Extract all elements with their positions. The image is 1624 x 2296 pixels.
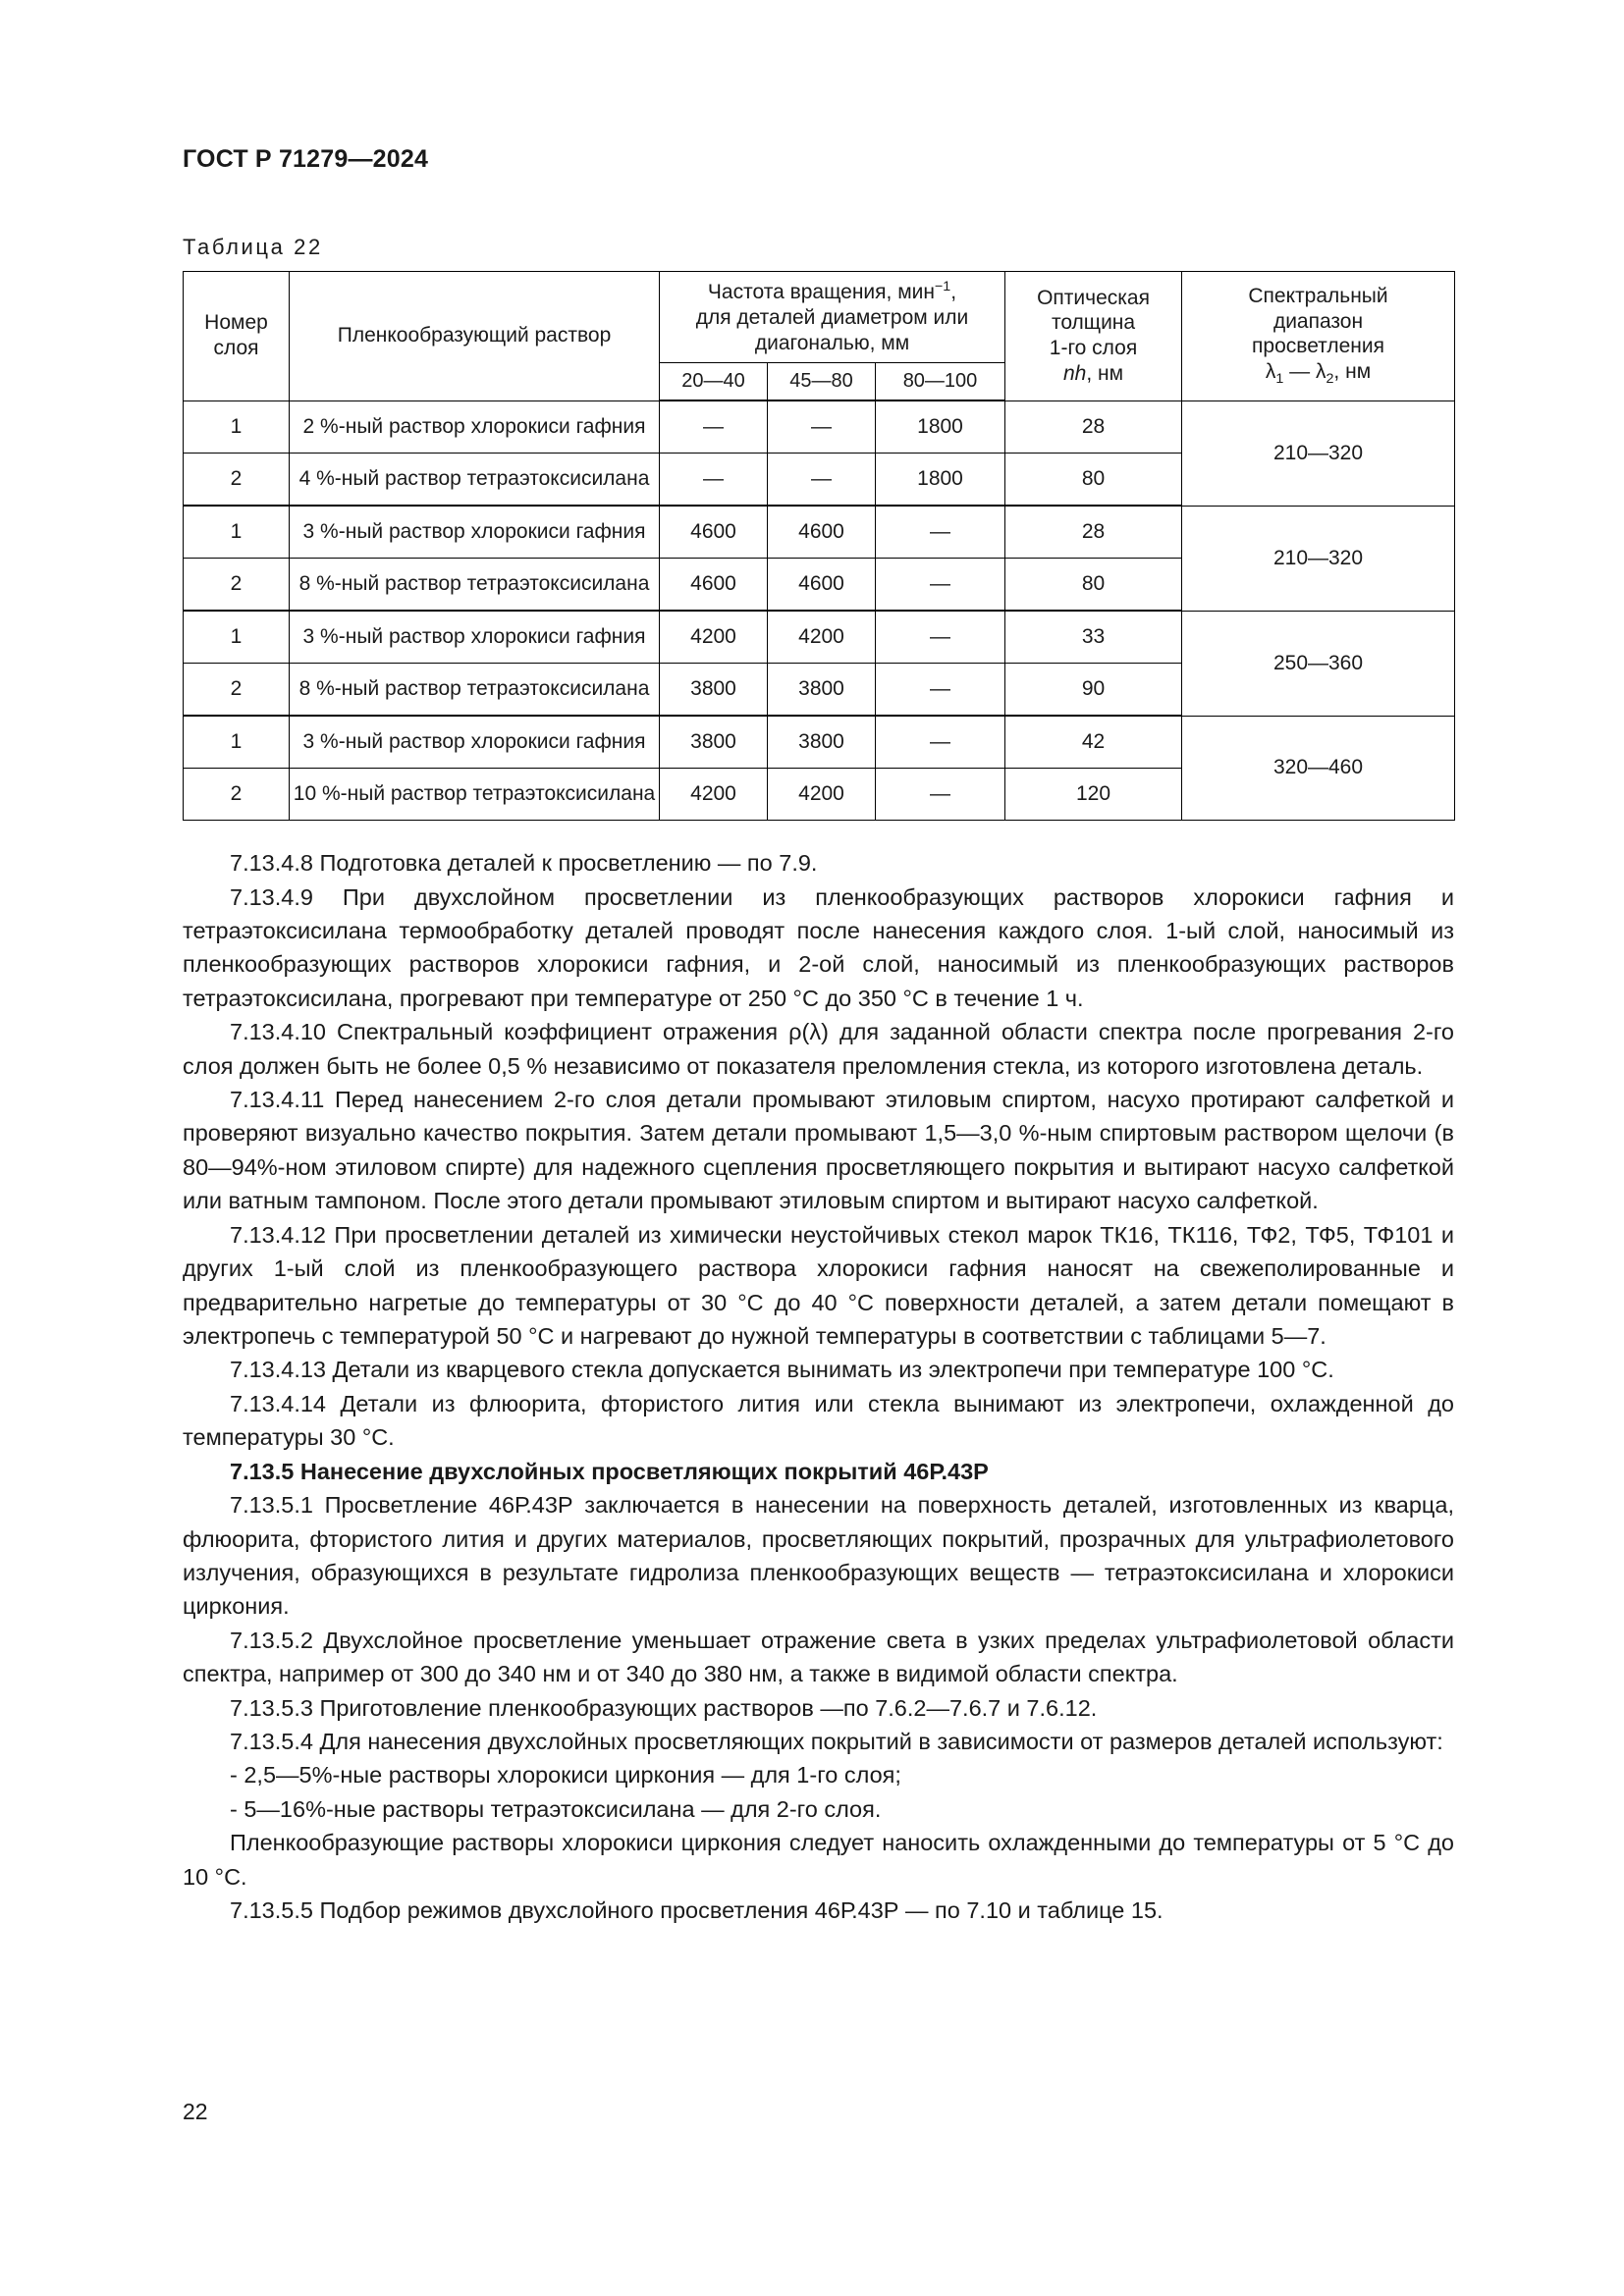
cell-solution: 10 %-ный раствор тетраэтоксисилана	[290, 769, 660, 821]
cell-layer: 2	[184, 454, 290, 507]
th-spectral-line2: диапазон	[1272, 309, 1364, 333]
cell-thickness: 120	[1005, 769, 1182, 821]
cell-spectral-range: 320—460	[1182, 716, 1455, 821]
body-text	[183, 846, 1454, 1928]
th-spectral-mid: — λ	[1283, 360, 1326, 384]
th-thickness-unit: , нм	[1086, 362, 1124, 386]
cell-d80-100: —	[876, 611, 1005, 664]
list-item-dash-1: - 2,5—5%-ные растворы хлорокиси циркония — для 1-го слоя;	[230, 1762, 901, 1789]
cell-spectral-range: 250—360	[1182, 611, 1455, 716]
heading-7-13-5: 7.13.5 Нанесение двухслойных просветляющих покрытий 46Р.43Р	[230, 1458, 989, 1484]
th-rotation-line3: диагональю, мм	[754, 331, 910, 354]
th-optical-thickness	[1005, 272, 1182, 401]
table-head	[184, 272, 1455, 401]
cell-d45-80: 4600	[768, 559, 876, 612]
th-rotation-group	[660, 272, 1005, 363]
table-row	[184, 400, 1455, 454]
cell-d80-100: —	[876, 716, 1005, 769]
cell-d45-80: —	[768, 400, 876, 454]
cell-spectral-range: 210—320	[1182, 400, 1455, 506]
paragraph-cooled: Пленкообразующие растворы хлорокиси циркония следует наносить охлажденными до температуры от 5 °С до 10 °С.	[183, 1830, 1454, 1890]
cell-d45-80: 4600	[768, 506, 876, 559]
table-22	[183, 271, 1455, 821]
paragraph-7-13-5-4: 7.13.5.4 Для нанесения двухслойных просветляющих покрытий в зависимости от размеров деталей используют:	[230, 1729, 1443, 1755]
th-diameter-80-100: 80—100	[876, 363, 1005, 400]
th-rotation-line1-tail: ,	[950, 281, 957, 303]
cell-thickness: 33	[1005, 611, 1182, 664]
cell-d45-80: 3800	[768, 716, 876, 769]
cell-d20-40: 4600	[660, 559, 768, 612]
cell-d20-40: —	[660, 454, 768, 507]
cell-layer: 1	[184, 400, 290, 454]
th-thickness-symbol: nh	[1062, 362, 1087, 386]
cell-thickness: 28	[1005, 506, 1182, 559]
cell-solution: 8 %-ный раствор тетраэтоксисилана	[290, 559, 660, 612]
table-row	[184, 611, 1455, 664]
th-spectral-line3: просветления	[1252, 335, 1384, 358]
cell-thickness: 28	[1005, 400, 1182, 454]
cell-solution: 2 %-ный раствор хлорокиси гафния	[290, 400, 660, 454]
list-item-dash-2: - 5—16%-ные растворы тетраэтоксисилана — для 2-го слоя.	[230, 1795, 882, 1822]
table-caption: Таблица 22	[183, 235, 323, 259]
cell-layer: 2	[184, 559, 290, 612]
cell-d80-100: —	[876, 769, 1005, 821]
cell-d45-80: 3800	[768, 664, 876, 717]
table-body	[184, 400, 1455, 821]
cell-d20-40: 4600	[660, 506, 768, 559]
cell-thickness: 80	[1005, 559, 1182, 612]
cell-thickness: 42	[1005, 716, 1182, 769]
th-layer-number	[184, 272, 290, 401]
table-header-row-1	[184, 272, 1455, 363]
cell-d45-80: 4200	[768, 769, 876, 821]
th-spectral-line1: Спектральный	[1248, 284, 1388, 307]
cell-d20-40: 4200	[660, 769, 768, 821]
page-number: 22	[183, 2099, 208, 2124]
paragraph-7-13-5-2: 7.13.5.2 Двухслойное просветление уменьшает отражение света в узких пределах ультрафиолетовой области спектра, например от 300 до 340 нм и от 340 до 380 нм, а также в видимой области спектра.	[183, 1627, 1454, 1687]
paragraph-7-13-5-3: 7.13.5.3 Приготовление пленкообразующих растворов —по 7.6.2—7.6.7 и 7.6.12.	[230, 1694, 1098, 1721]
cell-solution: 3 %-ный раствор хлорокиси гафния	[290, 506, 660, 559]
cell-d80-100: —	[876, 559, 1005, 612]
th-thickness-line2: толщина	[1051, 311, 1136, 335]
th-layer-number-line1: Номер	[204, 311, 268, 335]
th-spectral-lambda1: λ	[1265, 360, 1276, 384]
th-thickness-line3: 1-го слоя	[1049, 337, 1138, 360]
cell-d20-40: —	[660, 400, 768, 454]
cell-d80-100: —	[876, 506, 1005, 559]
cell-thickness: 80	[1005, 454, 1182, 507]
th-spectral-sub1: 1	[1275, 371, 1284, 388]
cell-thickness: 90	[1005, 664, 1182, 717]
paragraph-7-13-4-14: 7.13.4.14 Детали из флюорита, фтористого лития или стекла вынимают из электропечи, охлажденной до температуры 30 °С.	[183, 1390, 1454, 1451]
th-rotation-superscript: −1	[934, 279, 951, 294]
cell-layer: 1	[184, 506, 290, 559]
th-spectral-unit: , нм	[1333, 360, 1372, 384]
cell-solution: 8 %-ный раствор тетраэтоксисилана	[290, 664, 660, 717]
cell-d80-100: 1800	[876, 400, 1005, 454]
th-thickness-line1: Оптическая	[1037, 286, 1150, 309]
running-header: ГОСТ Р 71279—2024	[183, 145, 429, 173]
cell-d80-100: —	[876, 664, 1005, 717]
cell-solution: 3 %-ный раствор хлорокиси гафния	[290, 716, 660, 769]
cell-d80-100: 1800	[876, 454, 1005, 507]
cell-layer: 1	[184, 716, 290, 769]
cell-d45-80: —	[768, 454, 876, 507]
cell-d20-40: 3800	[660, 664, 768, 717]
th-layer-number-line2: слоя	[213, 337, 259, 360]
cell-layer: 1	[184, 611, 290, 664]
table-row	[184, 716, 1455, 769]
paragraph-7-13-5-5: 7.13.5.5 Подбор режимов двухслойного просветления 46Р.43Р — по 7.10 и таблице 15.	[230, 1897, 1164, 1924]
cell-d20-40: 3800	[660, 716, 768, 769]
paragraph-7-13-4-10: 7.13.4.10 Спектральный коэффициент отражения ρ(λ) для заданной области спектра после прогревания 2-го слоя должен быть не более 0,5 % независимо от показателя преломления стекла, из которого изготовлена деталь.	[183, 1019, 1454, 1079]
th-rotation-line2: для деталей диаметром или	[695, 305, 969, 329]
paragraph-7-13-5-1: 7.13.5.1 Просветление 46Р.43Р заключается в нанесении на поверхность деталей, изготовленных из кварца, флюорита, фтористого лития и других материалов, просветляющих покрытий, прозрачных для ультрафиолетового излучения, образующихся в результате гидролиза пленкообразующих веществ — тетраэтоксисилана и хлорокиси циркония.	[183, 1492, 1454, 1620]
cell-solution: 4 %-ный раствор тетраэтоксисилана	[290, 454, 660, 507]
cell-d45-80: 4200	[768, 611, 876, 664]
th-diameter-20-40: 20—40	[660, 363, 768, 400]
th-spectral-sub2: 2	[1326, 371, 1334, 388]
th-solution: Пленкообразующий раствор	[290, 272, 660, 401]
paragraph-7-13-4-9: 7.13.4.9 При двухслойном просветлении из пленкообразующих растворов хлорокиси гафния и тетраэтоксисилана термообработку деталей проводят после нанесения каждого слоя. 1-ый слой, наносимый из пленкообразующих растворов хлорокиси гафния, и 2-ой слой, наносимый из пленкообразующих растворов тетраэтоксисилана, прогревают при температуре от 250 °С до 350 °С в течение 1 ч.	[183, 883, 1454, 1011]
page-content	[183, 0, 1454, 1928]
paragraph-7-13-4-12: 7.13.4.12 При просветлении деталей из химически неустойчивых стекол марок ТК16, ТК116, ТФ2, ТФ5, ТФ101 и других 1-ый слой из пленкообразующего раствора хлорокиси гафния наносят на свежеполированные и предварительно нагретые до температуры от 30 °С до 40 °С поверхности деталей, а затем детали помещают в электропечь с температурой 50 °С и нагревают до нужной температуры в соответствии с таблицами 5—7.	[183, 1221, 1454, 1349]
cell-layer: 2	[184, 769, 290, 821]
cell-spectral-range: 210—320	[1182, 506, 1455, 611]
table-row	[184, 506, 1455, 559]
paragraph-7-13-4-8: 7.13.4.8 Подготовка деталей к просветлению — по 7.9.	[230, 850, 818, 877]
cell-d20-40: 4200	[660, 611, 768, 664]
th-spectral-range	[1182, 272, 1455, 401]
th-diameter-45-80: 45—80	[768, 363, 876, 400]
cell-layer: 2	[184, 664, 290, 717]
cell-solution: 3 %-ный раствор хлорокиси гафния	[290, 611, 660, 664]
paragraph-7-13-4-13: 7.13.4.13 Детали из кварцевого стекла допускается вынимать из электропечи при температуре 100 °С.	[230, 1357, 1334, 1383]
th-rotation-line1: Частота вращения, мин	[707, 281, 935, 303]
paragraph-7-13-4-11: 7.13.4.11 Перед нанесением 2-го слоя детали промывают этиловым спиртом, насухо протирают салфеткой и проверяют визуально качество покрытия. Затем детали промывают 1,5—3,0 %-ным спиртовым раствором щелочи (в 80—94%-ном этиловом спирте) для надежного сцепления просветляющего покрытия и вытирают насухо салфеткой или ватным тампоном. После этого детали промывают этиловым спиртом и вытирают насухо салфеткой.	[183, 1087, 1454, 1214]
